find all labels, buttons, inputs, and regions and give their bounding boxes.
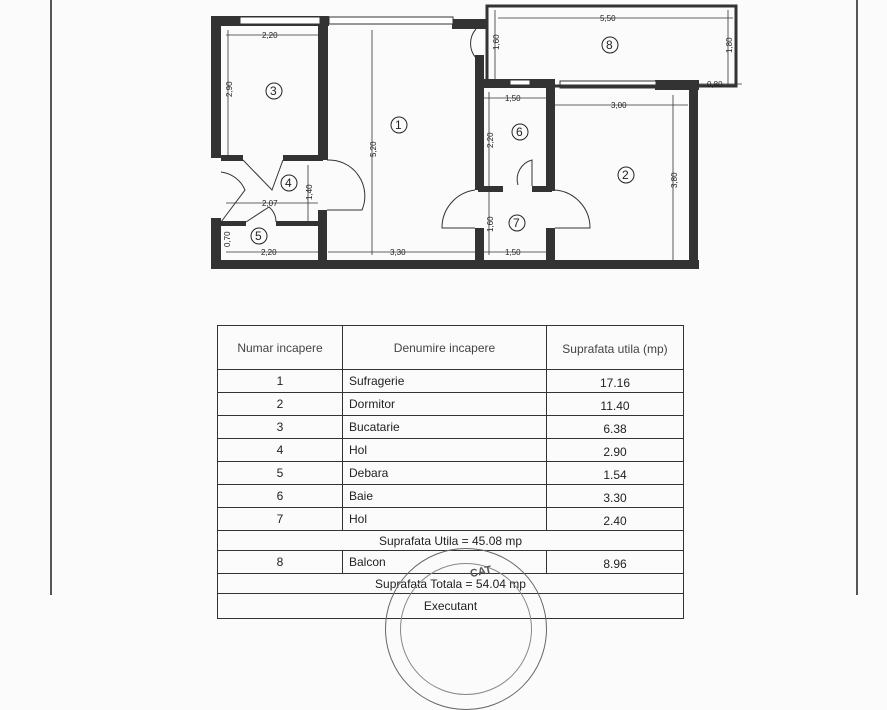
svg-text:5,20: 5,20 (369, 141, 378, 157)
svg-text:2,20: 2,20 (262, 31, 278, 40)
svg-text:1,40: 1,40 (305, 184, 314, 200)
room-2-label: 2 (622, 168, 629, 182)
row-name: Hol (343, 439, 547, 462)
header-area: Suprafata utila (mp) (547, 326, 684, 370)
table-row (218, 439, 684, 462)
table-row (218, 462, 684, 485)
row-name: Bucatarie (343, 416, 547, 439)
useful-total-row (218, 531, 684, 551)
svg-text:2,90: 2,90 (225, 81, 234, 97)
svg-text:0,80: 0,80 (707, 80, 723, 89)
row-area: 2.40 (547, 508, 684, 531)
room-4-label: 4 (285, 176, 292, 190)
row-area: 1.54 (547, 462, 684, 485)
svg-text:1,50: 1,50 (505, 248, 521, 257)
svg-text:0,70: 0,70 (223, 231, 232, 247)
table-row (218, 393, 684, 416)
row-number: 3 (218, 416, 343, 439)
svg-text:3,00: 3,00 (611, 101, 627, 110)
row-area: 11.40 (547, 393, 684, 416)
table-row (218, 416, 684, 439)
svg-text:2,07: 2,07 (262, 199, 278, 208)
header-name: Denumire incapere (343, 326, 547, 370)
floor-plan (0, 0, 887, 300)
row-number: 1 (218, 370, 343, 393)
grand-total: Suprafata Totala = 54.04 mp (218, 574, 684, 594)
row-number: 8 (218, 551, 343, 574)
windows (240, 17, 656, 88)
row-name: Balcon (343, 551, 547, 574)
stamp-inner-ring (400, 563, 532, 695)
walls (211, 16, 699, 269)
svg-text:2,20: 2,20 (486, 132, 495, 148)
room-markers (251, 37, 634, 244)
room-3-label: 3 (270, 84, 277, 98)
svg-text:5,50: 5,50 (600, 14, 616, 23)
svg-text:1,60: 1,60 (486, 216, 495, 232)
row-number: 7 (218, 508, 343, 531)
table-row (218, 485, 684, 508)
room-7-label: 7 (513, 216, 520, 230)
row-area: 6.38 (547, 416, 684, 439)
row-area: 3.30 (547, 485, 684, 508)
table-row (218, 508, 684, 531)
table-header-row (218, 326, 684, 370)
row-name: Baie (343, 485, 547, 508)
row-area: 8.96 (547, 551, 684, 574)
row-area: 17.16 (547, 370, 684, 393)
svg-text:1,60: 1,60 (492, 34, 501, 50)
executant-label: Executant (218, 594, 684, 619)
row-number: 5 (218, 462, 343, 485)
row-number: 4 (218, 439, 343, 462)
room-1-label: 1 (395, 118, 402, 132)
room-8-label: 8 (606, 38, 613, 52)
row-name: Dormitor (343, 393, 547, 416)
svg-text:1,80: 1,80 (725, 37, 734, 53)
row-name: Sufragerie (343, 370, 547, 393)
room-5-label: 5 (255, 229, 262, 243)
row-number: 2 (218, 393, 343, 416)
header-number: Numar incapere (218, 326, 343, 370)
svg-text:3,30: 3,30 (390, 248, 406, 257)
svg-text:1,50: 1,50 (505, 94, 521, 103)
stamp-text: CAT (468, 563, 493, 581)
room-6-label: 6 (516, 125, 523, 139)
useful-total: Suprafata Utila = 45.08 mp (218, 531, 684, 551)
table-row (218, 370, 684, 393)
svg-text:3,80: 3,80 (670, 172, 679, 188)
row-name: Debara (343, 462, 547, 485)
row-area: 2.90 (547, 439, 684, 462)
row-number: 6 (218, 485, 343, 508)
row-name: Hol (343, 508, 547, 531)
svg-text:2,20: 2,20 (261, 248, 277, 257)
